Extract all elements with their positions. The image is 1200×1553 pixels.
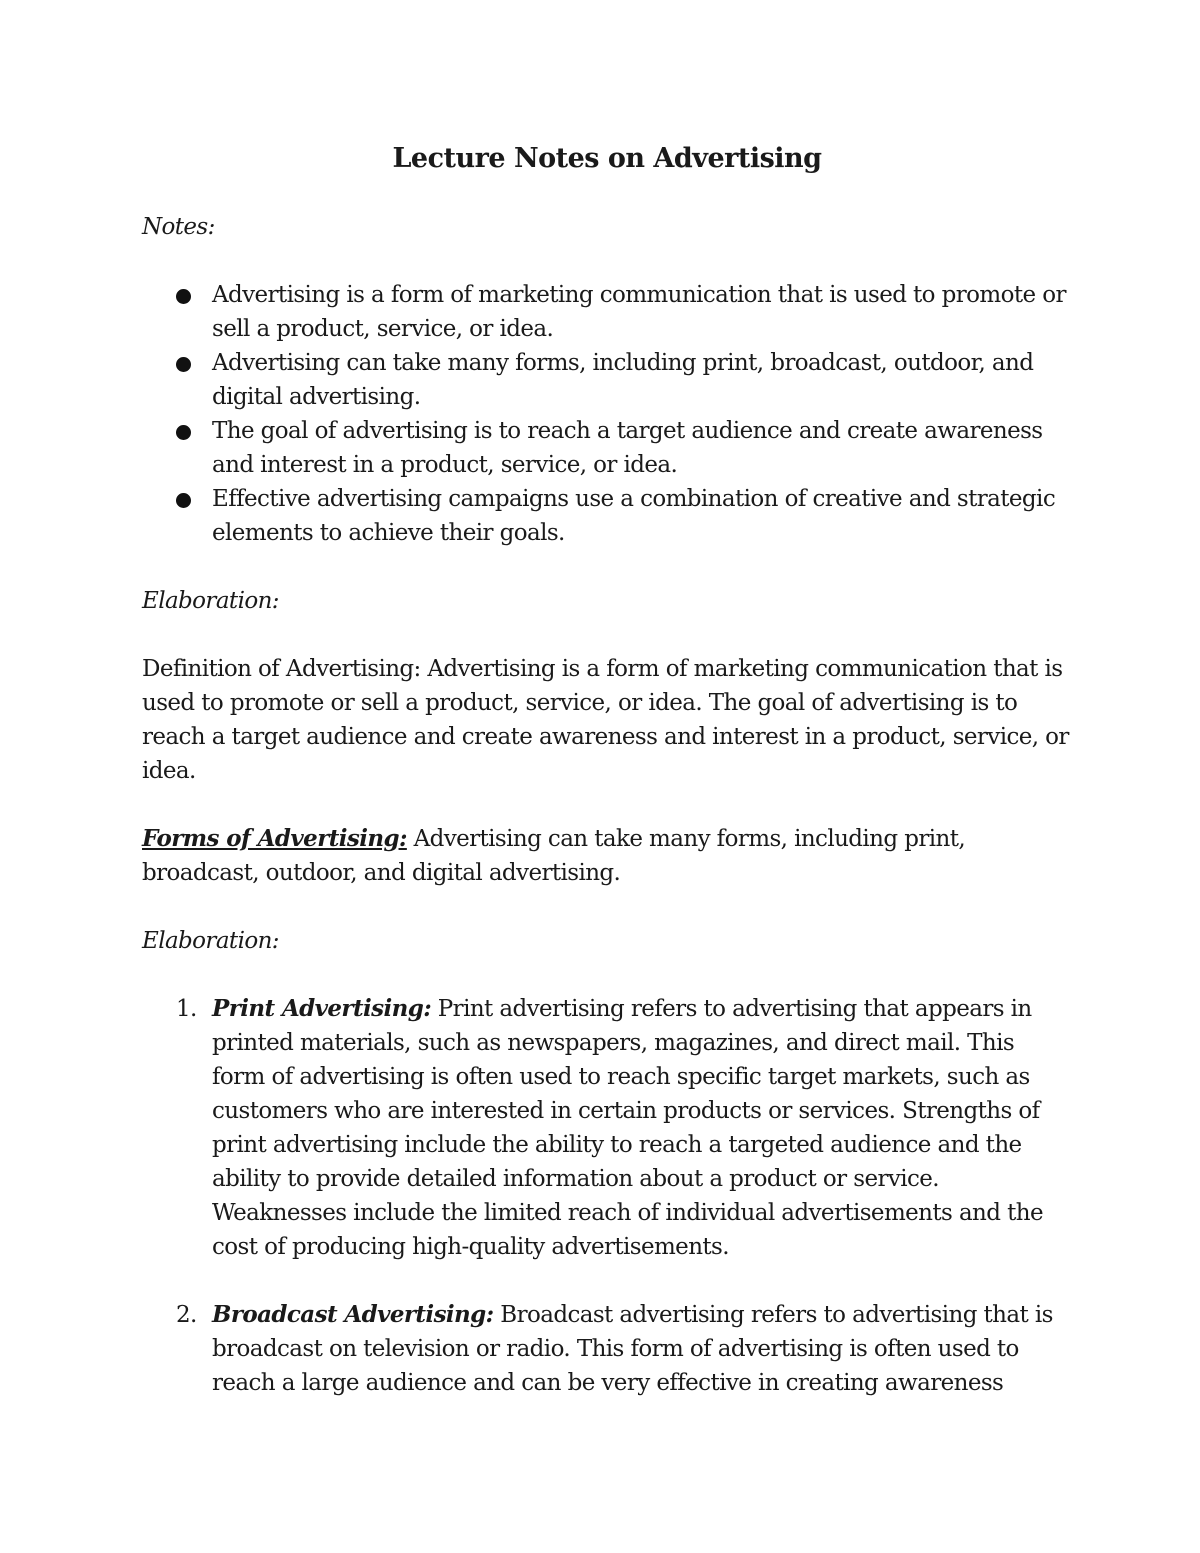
forms-label bbox=[142, 825, 407, 852]
list-item-text: Effective advertising campaigns use a combination of creative and strategic elements to achieve their goals. bbox=[212, 486, 1056, 546]
elaboration-heading: Elaboration: bbox=[142, 928, 279, 954]
elaboration-heading: Elaboration: bbox=[142, 588, 279, 614]
item-number: 1. bbox=[176, 996, 197, 1022]
bullet-icon bbox=[176, 289, 191, 304]
document-page bbox=[142, 140, 1072, 1400]
list-item-text: The goal of advertising is to reach a target audience and create awareness and interest in a product, service, or idea. bbox=[212, 418, 1043, 478]
bullet-icon bbox=[176, 493, 191, 508]
item-text: Broadcast advertising refers to advertising that is broadcast on television or radio. This form of advertising is often used to reach a large audience and can be very effective in creating awareness bbox=[212, 1302, 1053, 1396]
list-item-text: Advertising can take many forms, including print, broadcast, outdoor, and digital advertising. bbox=[212, 350, 1034, 410]
list-item bbox=[176, 992, 1072, 1264]
list-item bbox=[212, 346, 1072, 414]
list-item bbox=[212, 482, 1072, 550]
item-label: Broadcast Advertising: bbox=[212, 1301, 494, 1328]
list-item bbox=[212, 278, 1072, 346]
notes-heading: Notes: bbox=[142, 214, 215, 240]
forms-list bbox=[142, 992, 1072, 1400]
bullet-icon bbox=[176, 425, 191, 440]
forms-paragraph bbox=[142, 822, 1072, 890]
list-item-text: Advertising is a form of marketing communication that is used to promote or sell a product, service, or idea. bbox=[212, 282, 1066, 342]
list-item bbox=[212, 414, 1072, 482]
page-title: Lecture Notes on Advertising bbox=[392, 143, 822, 174]
forms-text: Advertising can take many forms, including print, broadcast, outdoor, and digital advertising. bbox=[142, 826, 966, 886]
forms-label-text: Forms of Advertising bbox=[142, 825, 399, 852]
definition-paragraph: Definition of Advertising: Advertising is a form of marketing communication that is used to promote or sell a product, service, or idea. The goal of advertising is to reach a target audience and create awareness and interest in a product, service, or idea. bbox=[142, 656, 1069, 784]
item-number: 2. bbox=[176, 1302, 197, 1328]
list-item bbox=[176, 1298, 1072, 1400]
forms-label-colon: : bbox=[398, 825, 407, 852]
bullet-icon bbox=[176, 357, 191, 372]
item-text: Print advertising refers to advertising that appears in printed materials, such as newspapers, magazines, and direct mail. This form of advertising is often used to reach specific target markets, such as customers who are interested in certain products or services. Strengths of print advertising include the ability to reach a targeted audience and the ability to provide detailed information about a product or service. Weaknesses include the limited reach of individual advertisements and the cost of producing high-quality advertisements. bbox=[212, 996, 1043, 1260]
notes-list bbox=[142, 278, 1072, 550]
item-label: Print Advertising: bbox=[212, 995, 432, 1022]
